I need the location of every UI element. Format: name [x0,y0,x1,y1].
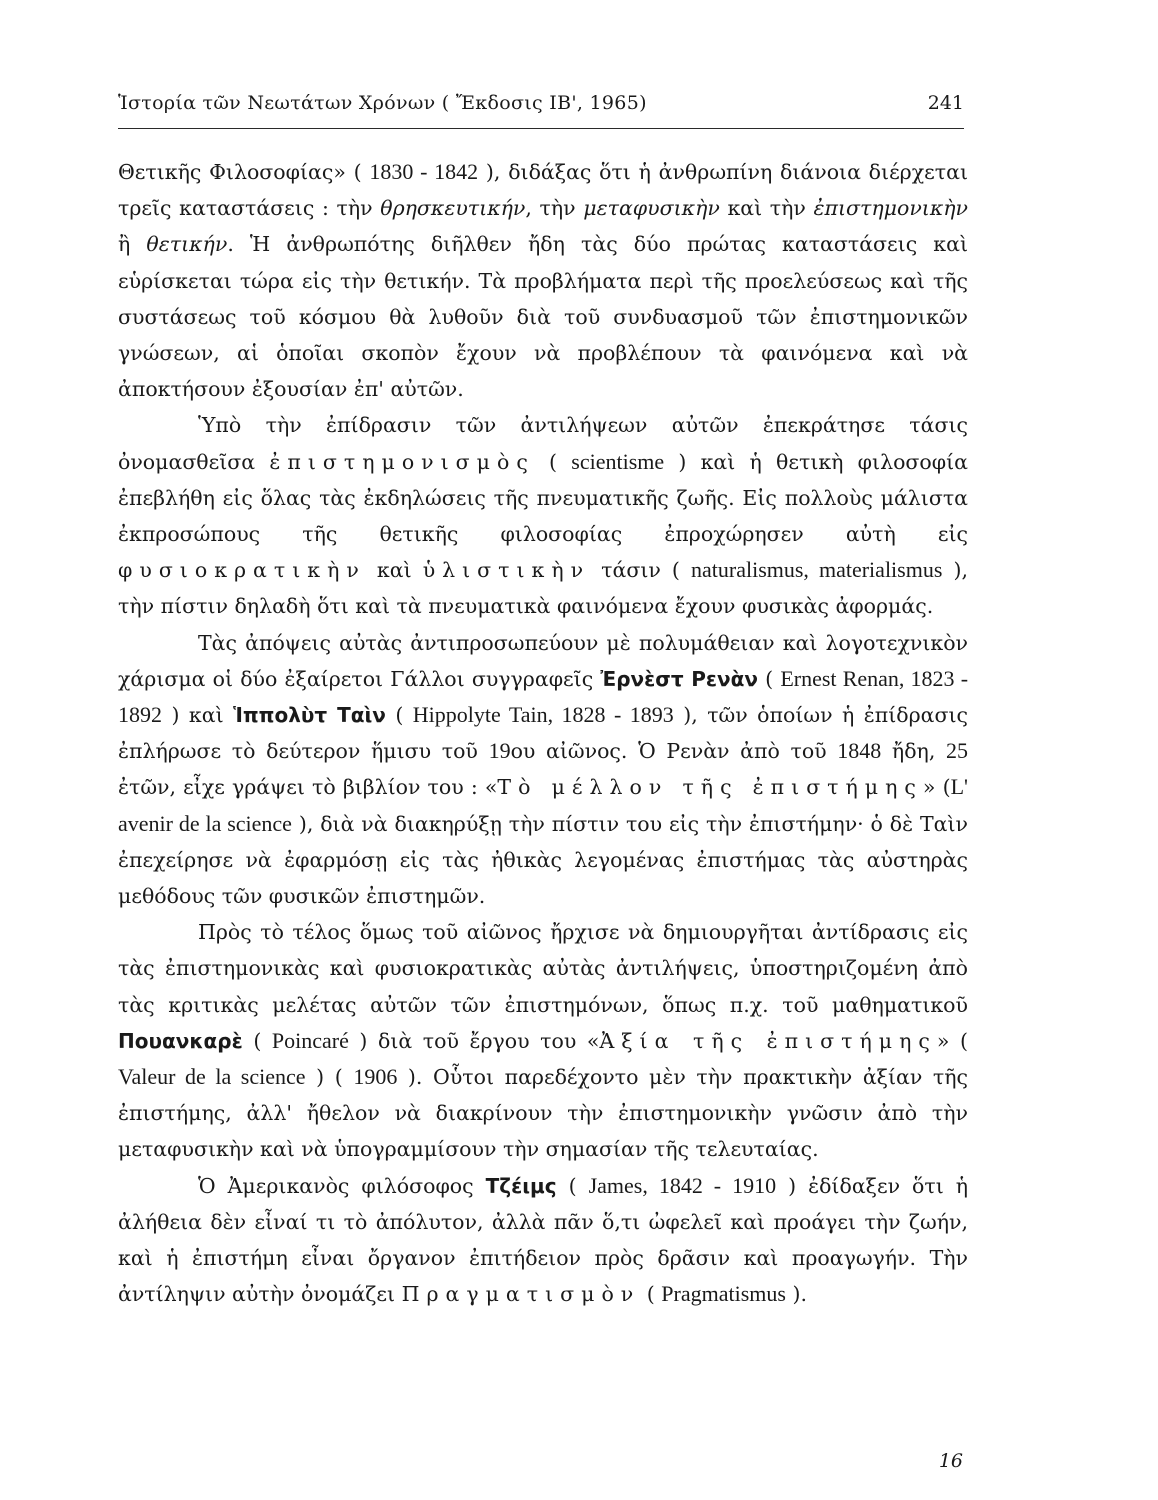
proper-name: Ἐρνὲστ Ρενὰν [600,666,759,691]
body-text [118,154,968,1313]
latin-text: Ernest Renan, 1823 - 1892 [118,665,969,728]
latin-text: 19 [488,738,511,764]
latin-text: 1848 [837,738,882,764]
text-run: καὶ [365,558,423,583]
text-run: ( [640,1282,662,1307]
spaced-term: Πραγματισμὸν [401,1282,641,1307]
latin-text: James, 1842 - 1910 [588,1172,777,1198]
text-run: ), τὴν πίστιν δηλαδὴ ὅτι καὶ τὰ πνευματικὰ φαινόμενα ἔχουν φυσικὰς ἀφορμάς. [118,558,968,619]
page-number: 241 [927,92,964,114]
text-run: ) καὶ [162,703,234,728]
latin-text: L' avenir de la science [118,774,968,836]
latin-text: Valeur de la science [118,1064,306,1090]
italic-term: ἐπιστημονικὴν [813,196,969,221]
spaced-term: Ἀξία τῆς ἐπιστήμης [599,1028,937,1053]
latin-text: 1906 [353,1064,398,1090]
text-run: ) καὶ ἡ θετικὴ φιλοσοφία ἐπεβλήθη εἰς ὅλας τὰς ἐκδηλώσεις τῆς πνευματικῆς ζωῆς. Εἰς πολλοὺς μάλιστα ἐκπροσώπους τῆς θετικῆς φιλοσοφίας ἐπροχώρησεν αὐτὴ εἰς [118,449,968,547]
text-run: ( [385,703,413,728]
text-run: ( [758,666,781,691]
text-run: Ὑπὸ τὴν ἐπίδρασιν τῶν ἀντιλήψεων αὐτῶν ἐπεκράτησε τάσις ὀνομασθεῖσα [118,413,968,474]
text-run: ) διὰ τοῦ ἔργου του « [348,1028,600,1053]
latin-text: Pragmatismus [661,1281,786,1307]
paragraph [118,914,968,1167]
spaced-term: Τὸ μέλλον τῆς ἐπιστήμης [497,775,923,800]
text-run: ). Οὗτοι παρεδέχοντο μὲν τὴν πρακτικὴν ἀξίαν τῆς ἐπιστήμης, ἀλλ' ἤθελον νὰ διακρίνουν τὴν ἐπιστημονικὴν γνῶσιν ἀπὸ τὴν μεταφυσικὴν καὶ νὰ ὑπογραμμίσουν τὴν σημασίαν τῆς τελευταίας. [118,1065,968,1162]
text-run: ), τῶν ὁποίων ἡ ἐπίδρασις ἐπλήρωσε τὸ δεύτερον ἥμισυ τοῦ [118,703,969,764]
text-run: ( [242,1028,272,1053]
italic-term: θετικήν [146,232,228,257]
text-run: ἤδη, [881,739,947,764]
spaced-term: ὑλιστικὴν [422,558,591,583]
text-run: ( [534,449,572,474]
running-header-title: Ἱστορία τῶν Νεωτάτων Χρόνων ( Ἔκδοσις ΙΒ', 1965) [118,92,647,114]
italic-term: μεταφυσικὴν [583,196,720,221]
text-run: ἢ [118,232,147,257]
text-run: ου αἰῶνος. Ὁ Ρενὰν ἀπὸ τοῦ [510,739,838,764]
text-run: ). [785,1282,807,1307]
text-run: ἐτῶν, εἶχε γράψει τὸ βιβλίον του : « [118,775,498,800]
text-run: τάσιν ( [590,558,691,583]
text-run: καὶ τὴν [719,196,814,221]
italic-term: θρησκευτικήν [380,196,526,221]
paragraph [118,625,968,915]
paragraph [118,1168,968,1313]
text-run: ( [556,1173,589,1198]
spaced-term: ἐπιστημονισμὸς [269,449,535,474]
proper-name: Πουανκαρὲ [118,1028,243,1053]
latin-text: 1830 - 1842 [369,159,479,184]
running-header [118,92,964,129]
text-run: Θετικῆς Φιλοσοφίας» ( [118,160,370,184]
text-run: » ( [936,1028,968,1053]
latin-text: Poincaré [271,1027,349,1053]
text-run: » ( [922,775,951,800]
text-run: Πρὸς τὸ τέλος ὅμως τοῦ αἰῶνος ἤρχισε νὰ δημιουργῆται ἀντίδρασις εἰς τὰς ἐπιστημονικὰς καὶ φυσιοκρατικὰς αὐτὰς ἀντιλήψεις, ὑποστηριζομένη ἀπὸ τὰς κριτικὰς μελέτας αὐτῶν τῶν ἐπιστημόνων, ὅπως π.χ. τοῦ μαθηματικοῦ [118,920,968,1017]
text-run: ) ( [305,1065,354,1090]
signature-mark: 16 [938,1450,963,1472]
latin-text: naturalismus, materialismus [691,557,943,583]
paragraph [118,407,968,624]
proper-name: Ἱππολὺτ Ταὶν [233,703,386,728]
latin-text: 25 [946,738,969,764]
text-run: Τὰς ἀπόψεις αὐτὰς ἀντιπροσωπεύουν μὲ πολυμάθειαν καὶ λογοτεχνικὸν χάρισμα οἱ δύο ἐξαίρετοι Γάλλοι συγγραφεῖς [118,630,968,691]
paragraph [118,154,968,407]
text-run: , τὴν [525,196,584,221]
text-run: . Ἡ ἀνθρωπότης διῆλθεν ἤδη τὰς δύο πρώτας καταστάσεις καὶ εὑρίσκεται τώρα εἰς τὴν θετικήν. Τὰ προβλήματα περὶ τῆς προελεύσεως καὶ τῆς συστάσεως τοῦ κόσμου θὰ λυθοῦν διὰ τοῦ συνδυασμοῦ τῶν ἐπιστημονικῶν γνώσεων, αἱ ὁποῖαι σκοπὸν ἔχουν νὰ προβλέπουν τὰ φαινόμενα καὶ νὰ ἀποκτήσουν ἐξουσίαν ἐπ' αὐτῶν. [118,232,968,402]
text-run: ), διδάξας ὅτι ἡ ἀνθρωπίνη διάνοια διέρχεται τρεῖς καταστάσεις : τὴν [118,160,969,221]
latin-text: Hippolyte Tain, 1828 - 1893 [412,702,674,728]
text-run: Ὁ Ἀμερικανὸς φιλόσοφος [198,1173,486,1198]
latin-text: scientisme [571,448,665,474]
proper-name: Τζέιμς [485,1173,557,1198]
text-run: ), διὰ νὰ διακηρύξῃ τὴν πίστιν του εἰς τὴν ἐπιστήμην· ὁ δὲ Ταὶν ἐπεχείρησε νὰ ἐφαρμόσῃ εἰς τὰς ἠθικὰς λεγομένας ἐπιστήμας τὰς αὐστηρὰς μεθόδους τῶν φυσικῶν ἐπιστημῶν. [118,811,969,909]
text-run: ) ἐδίδαξεν ὅτι ἡ ἀλήθεια δὲν εἶναί τι τὸ ἀπόλυτον, ἀλλὰ πᾶν ὅ,τι ὠφελεῖ καὶ προάγει τὴν ζωήν, καὶ ἡ ἐπιστήμη εἶναι ὄργανον ἐπιτήδειον πρὸς δρᾶσιν καὶ προαγωγήν. Τὴν ἀντίληψιν αὐτὴν ὀνομάζει [118,1173,969,1307]
spaced-term: φυσιοκρατικὴν [118,558,366,583]
